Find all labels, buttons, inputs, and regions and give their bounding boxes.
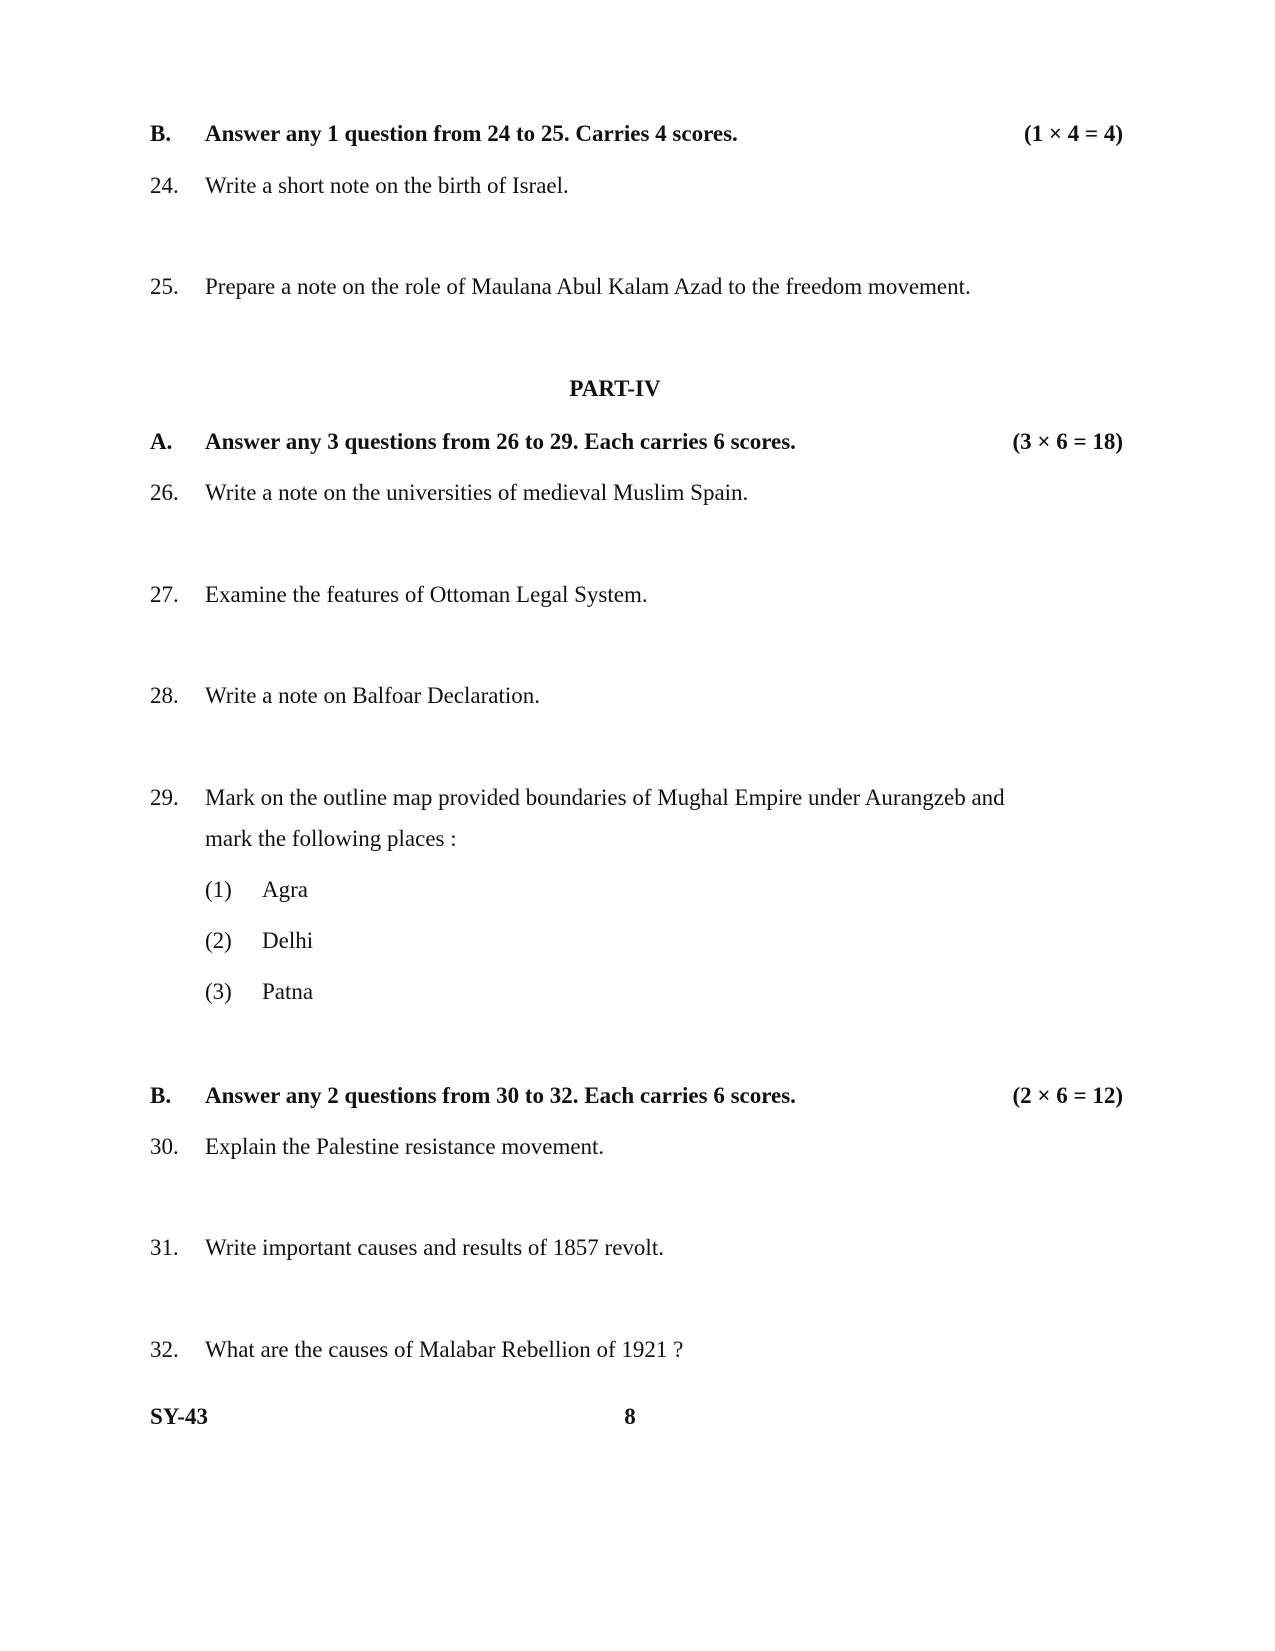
page-number: 8 (624, 1404, 636, 1429)
question-text: Examine the features of Ottoman Legal System. (205, 582, 648, 607)
question-number: 27. (150, 582, 179, 607)
question-text: Explain the Palestine resistance movement. (205, 1134, 605, 1159)
place-number: (3) (205, 979, 232, 1004)
section-marks: (2 × 6 = 12) (1012, 1083, 1123, 1108)
question-text: Write a note on the universities of medieval Muslim Spain. (205, 480, 749, 505)
question-number: 28. (150, 683, 179, 708)
question-number: 32. (150, 1337, 179, 1362)
question-number: 24. (150, 173, 179, 198)
question-number: 29. (150, 785, 179, 810)
part-title: PART-IV (569, 376, 661, 401)
section-instruction: Answer any 3 questions from 26 to 29. Each carries 6 scores. (205, 429, 796, 454)
section-instruction: Answer any 1 question from 24 to 25. Carries 4 scores. (205, 121, 738, 146)
section-letter: B. (150, 121, 172, 146)
paper-code: SY-43 (150, 1404, 208, 1429)
question-text: Write a note on Balfoar Declaration. (205, 683, 540, 708)
question-text-line: mark the following places : (205, 826, 457, 851)
place-name: Patna (262, 979, 314, 1004)
section-letter: B. (150, 1083, 172, 1108)
place-name: Delhi (262, 928, 314, 953)
question-number: 25. (150, 274, 179, 299)
question-text: What are the causes of Malabar Rebellion of 1921 ? (205, 1337, 684, 1362)
section-letter: A. (150, 429, 173, 454)
question-number: 31. (150, 1235, 179, 1260)
place-name: Agra (262, 877, 308, 902)
place-number: (2) (205, 928, 232, 953)
question-text-line: Mark on the outline map provided boundaries of Mughal Empire under Aurangzeb and (205, 785, 1005, 810)
question-text: Prepare a note on the role of Maulana Abul Kalam Azad to the freedom movement. (205, 274, 971, 299)
place-number: (1) (205, 877, 232, 902)
question-number: 26. (150, 480, 179, 505)
section-marks: (1 × 4 = 4) (1023, 121, 1123, 146)
section-marks: (3 × 6 = 18) (1012, 429, 1123, 454)
question-text: Write a short note on the birth of Israel. (205, 173, 569, 198)
question-number: 30. (150, 1134, 179, 1159)
section-instruction: Answer any 2 questions from 30 to 32. Each carries 6 scores. (205, 1083, 796, 1108)
question-text: Write important causes and results of 1857 revolt. (205, 1235, 664, 1260)
